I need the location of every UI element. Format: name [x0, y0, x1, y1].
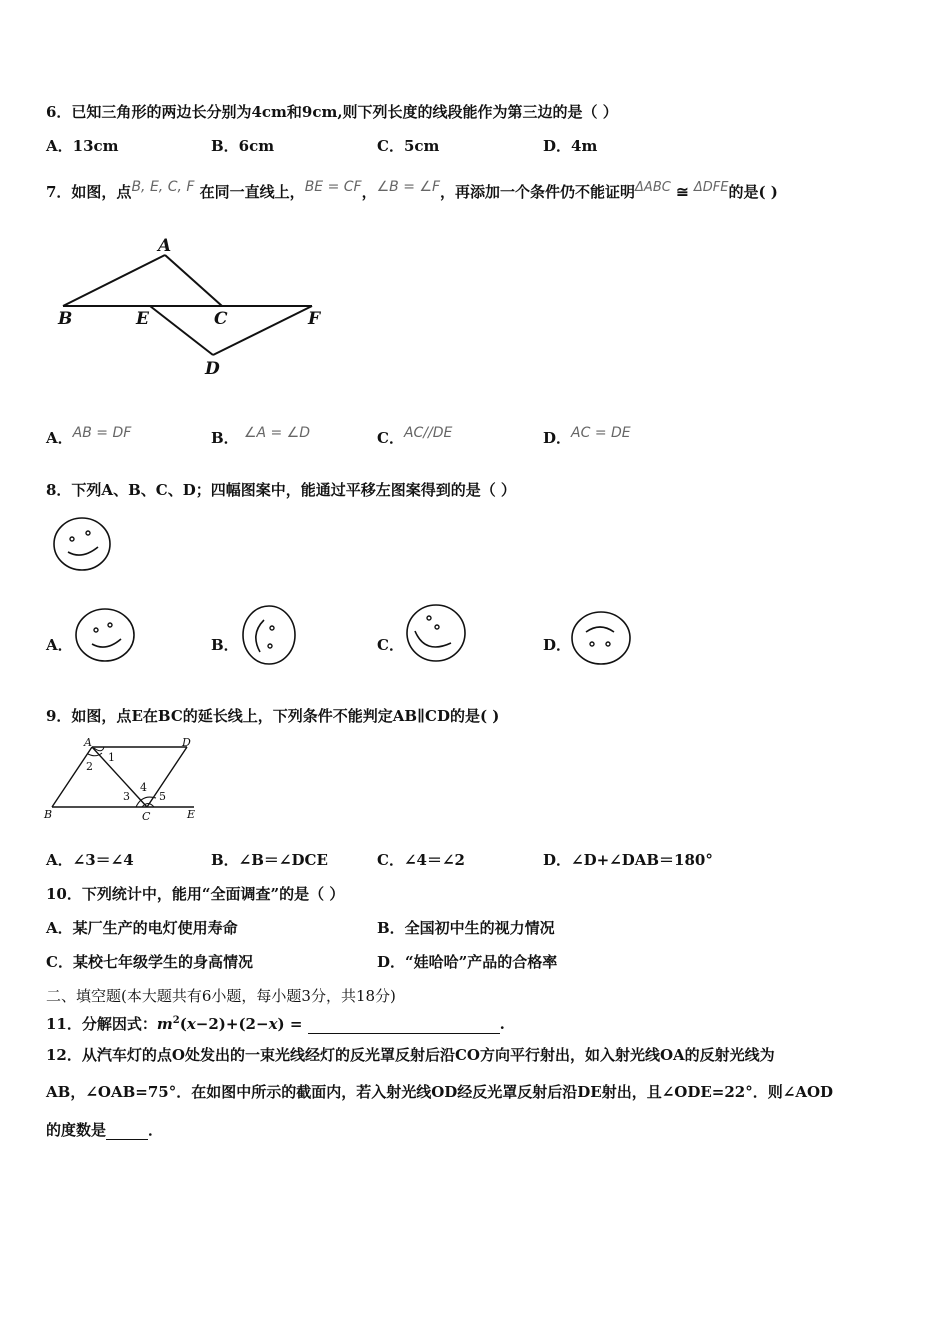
- q11-stem: [46, 1011, 505, 1034]
- q7-stem: [46, 179, 778, 204]
- q11-prefix: 11．分解因式：: [46, 1015, 157, 1033]
- q12-line-2: AB，∠OAB=75°．在如图中所示的截面内，若入射光线OD经反光罩反射后沿DE射出，且∠ODE=22°．则∠AOD: [46, 1083, 834, 1101]
- q8-option-b: B．: [211, 636, 239, 654]
- q6-option-b: B．6cm: [211, 137, 275, 155]
- q9-option-b: B．∠B＝∠DCE: [211, 851, 328, 869]
- q7-tri1: ΔABC: [635, 180, 671, 195]
- q11-answer-blank[interactable]: [308, 1017, 500, 1034]
- q12-line-3: [46, 1120, 163, 1140]
- q7-cond2: ∠B = ∠F: [376, 179, 441, 195]
- q8-stem: 8．下列A、B、C、D；四幅图案中，能通过平移左图案得到的是（ ）: [46, 481, 516, 499]
- q10-option-d: D．“娃哈哈”产品的合格率: [377, 953, 558, 971]
- q7-stem-mid1: 在同一直线上，: [199, 183, 305, 201]
- q7-comma: ，: [361, 183, 377, 201]
- q12-end: ．: [148, 1121, 164, 1139]
- q9-seg-CD: [147, 747, 187, 807]
- q9-label-B: B: [44, 808, 53, 821]
- q8-original-smiley-icon: [52, 516, 114, 572]
- q8-option-c: C．: [377, 636, 404, 654]
- q6-option-c: C．5cm: [377, 137, 440, 155]
- q10-stem: 10．下列统计中，能用“全面调查”的是（ ）: [46, 885, 345, 903]
- q7-option-b: [211, 425, 311, 449]
- q7-option-b-letter: B．: [211, 429, 239, 447]
- q7-option-a-expr: AB = DF: [72, 425, 132, 441]
- q12-line-1: 12．从汽车灯的点O处发出的一束光线经灯的反光罩反射后沿CO方向平行射出，如入射光线OA的反射光线为: [46, 1046, 775, 1064]
- q9-label-C: C: [142, 810, 151, 823]
- q11-x1: x: [186, 1015, 196, 1033]
- q6-stem: 6．已知三角形的两边长分别为4cm和9cm,则下列长度的线段能作为第三边的是（ ）: [46, 103, 618, 121]
- q9-angle-3: 3: [123, 790, 130, 803]
- q7-seg-AC: [165, 255, 222, 306]
- q7-option-c: [377, 425, 453, 449]
- q11-exponent: 2: [172, 1015, 180, 1026]
- q7-label-F: F: [308, 309, 321, 329]
- q8-option-a: A．: [46, 636, 73, 654]
- q7-option-d-expr: AC = DE: [571, 425, 631, 441]
- q11-expr-c: ) =: [277, 1015, 303, 1033]
- q9-angle-2: 2: [86, 760, 93, 773]
- q11-expr-b: −2)+(2−: [195, 1015, 269, 1033]
- q7-label-B: B: [58, 309, 73, 329]
- q12-answer-blank[interactable]: [106, 1123, 148, 1140]
- q9-angle-4: 4: [140, 781, 147, 794]
- q11-m: m: [156, 1015, 173, 1033]
- q12-line-3-text: 的度数是: [46, 1121, 107, 1139]
- q9-angle-5: 5: [159, 790, 166, 803]
- q9-stem: 9．如图，点E在BC的延长线上，下列条件不能判定AB∥CD的是( ): [46, 707, 500, 725]
- q7-congruent: ≅: [676, 183, 689, 201]
- q9-seg-AC: [92, 747, 147, 807]
- q9-option-c: C．∠4＝∠2: [377, 851, 465, 869]
- q7-option-c-letter: C．: [377, 429, 404, 447]
- q9-label-D: D: [182, 736, 191, 749]
- q11-expr-a: (: [179, 1015, 187, 1033]
- q7-points: B, E, C, F: [131, 179, 195, 195]
- q7-option-a-letter: A．: [46, 429, 73, 447]
- q10-option-c: C．某校七年级学生的身高情况: [46, 953, 253, 971]
- q7-option-b-expr: ∠A = ∠D: [243, 425, 311, 441]
- section-2-heading: 二、填空题(本大题共有6小题，每小题3分，共18分): [46, 987, 396, 1005]
- q7-stem-prefix: 7．如图，点: [46, 183, 132, 201]
- q7-label-E: E: [136, 309, 149, 329]
- q6-option-a: A．13cm: [46, 137, 119, 155]
- q7-label-D: D: [205, 359, 220, 379]
- q7-figure: [50, 232, 340, 382]
- q9-seg-AB: [52, 747, 92, 807]
- q8-option-c-smiley-icon: [405, 603, 467, 663]
- q9-figure: [44, 736, 214, 826]
- q7-seg-AB: [63, 255, 165, 306]
- q9-label-A: A: [84, 736, 92, 749]
- q10-option-a: A．某厂生产的电灯使用寿命: [46, 919, 238, 937]
- q7-option-d-letter: D．: [543, 429, 572, 447]
- q7-seg-ED: [150, 306, 213, 355]
- q7-option-a: [46, 425, 132, 449]
- q9-option-d: D．∠D+∠DAB＝180°: [543, 851, 713, 869]
- q7-option-c-expr: AC//DE: [403, 425, 453, 441]
- q8-option-a-smiley-icon: [74, 608, 136, 664]
- q7-tri2: ΔDFE: [693, 180, 729, 195]
- q6-option-d: D．4m: [543, 137, 598, 155]
- q9-option-a: A．∠3＝∠4: [46, 851, 134, 869]
- q8-option-d: D．: [543, 636, 572, 654]
- q9-label-E: E: [187, 808, 196, 821]
- q7-cond1: BE = CF: [304, 179, 362, 195]
- q7-stem-mid2: ，再添加一个条件仍不能证明: [440, 183, 636, 201]
- q8-option-b-smiley-icon: [240, 604, 300, 666]
- q7-seg-DF: [213, 306, 312, 355]
- q7-label-C: C: [214, 309, 228, 329]
- q8-option-d-smiley-icon: [570, 610, 634, 666]
- q7-label-A: A: [158, 236, 172, 256]
- q10-option-b: B．全国初中生的视力情况: [377, 919, 555, 937]
- q7-option-d: [543, 425, 631, 449]
- q7-stem-suffix: 的是( ): [728, 183, 778, 201]
- q9-angle-1: 1: [108, 751, 115, 764]
- q11-x2: x: [268, 1015, 278, 1033]
- q11-end: .: [499, 1015, 505, 1033]
